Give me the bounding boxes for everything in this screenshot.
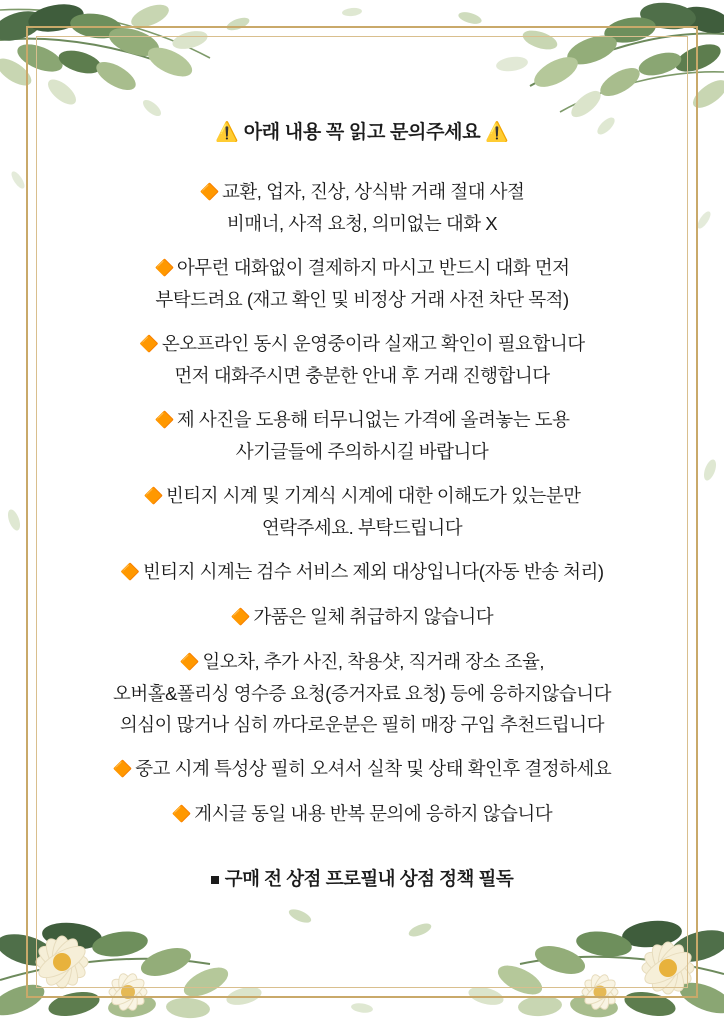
notice-line: [50, 208, 674, 239]
notice-line-text: 게시글 동일 내용 반복 문의에 응하지 않습니다: [194, 803, 553, 824]
notice-line-text: 오버홀&폴리싱 영수증 요청(증거자료 요청) 등에 응하지않습니다: [112, 683, 611, 704]
notice-line: [50, 328, 674, 360]
notice-lines: [50, 176, 674, 830]
diamond-icon: 🔶: [154, 260, 174, 277]
notice-line-text: 빈티지 시계는 검수 서비스 제외 대상입니다(자동 반송 처리): [142, 561, 604, 582]
diamond-icon: 🔶: [179, 654, 200, 671]
flower-bottom-right-2: [581, 973, 618, 1012]
notice-line-text: 연락주세요. 부탁드립니다: [261, 517, 463, 538]
notice-line-text: 먼저 대화주시면 충분한 안내 후 거래 진행합니다: [174, 365, 550, 386]
leaf-cluster-top-left: [0, 0, 210, 109]
notice-headline: ⚠️ 아래 내용 꼭 읽고 문의주세요 ⚠️: [215, 122, 509, 143]
notice-line: [50, 678, 674, 709]
diamond-icon: 🔶: [154, 412, 174, 429]
diamond-icon: 🔶: [230, 609, 251, 626]
notice-line-text: 교환, 업자, 진상, 상식밖 거래 절대 사절: [222, 181, 525, 202]
diamond-icon: 🔶: [199, 184, 220, 201]
notice-line: [50, 176, 674, 208]
diamond-icon: 🔶: [139, 336, 159, 353]
notice-footer: [50, 864, 674, 894]
notice-line-text: 사기글들에 주의하시길 바랍니다: [235, 441, 489, 462]
notice-line-text: 제 사진을 도용해 터무니없는 가격에 올려놓는 도용: [176, 409, 570, 430]
notice-line: [50, 601, 674, 633]
notice-line: [50, 556, 674, 588]
flower-bottom-right: [640, 940, 695, 995]
flower-bottom-left-2: [108, 972, 148, 1013]
notice-line-text: 부탁드려요 (재고 확인 및 비정상 거래 사전 차단 목적): [155, 289, 569, 310]
notice-line: [50, 480, 674, 512]
notice-line: [50, 436, 674, 467]
notice-footer-text: 구매 전 상점 프로필내 상점 정책 필독: [224, 868, 514, 889]
notice-line-text: 아무런 대화없이 결제하지 마시고 반드시 대화 먼저: [176, 257, 570, 278]
notice-line-text: 비매너, 사적 요청, 의미없는 대화 X: [226, 213, 498, 234]
notice-content: [50, 118, 674, 894]
notice-line-text: 일오차, 추가 사진, 착용샷, 직거래 장소 조율,: [202, 651, 545, 672]
diamond-icon: 🔶: [171, 806, 192, 823]
notice-line: [50, 360, 674, 391]
notice-line-text: 가품은 일체 취급하지 않습니다: [253, 606, 494, 627]
notice-line-text: 의심이 많거나 심히 까다로운분은 필히 매장 구입 추천드립니다: [119, 714, 605, 735]
notice-line-text: 빈티지 시계 및 기계식 시계에 대한 이해도가 있는분만: [165, 485, 581, 506]
leaf-cluster-top-right: [495, 0, 724, 122]
diamond-icon: 🔶: [143, 488, 163, 505]
flower-bottom-left: [34, 934, 89, 989]
notice-line: [50, 798, 674, 830]
notice-line: [50, 252, 674, 284]
notice-line: [50, 284, 674, 315]
diamond-icon: 🔶: [120, 564, 140, 581]
notice-line: [50, 512, 674, 543]
bullet-square-icon: [211, 876, 219, 884]
leaf-cluster-bottom-right: [467, 918, 724, 1020]
notice-line: [50, 709, 674, 740]
leaf-cluster-bottom-left: [0, 920, 263, 1022]
notice-line: [50, 646, 674, 678]
diamond-icon: 🔶: [112, 761, 133, 778]
notice-line-text: 온오프라인 동시 운영중이라 실재고 확인이 필요합니다: [161, 333, 585, 354]
notice-line: [50, 404, 674, 436]
notice-line: [50, 753, 674, 785]
notice-line-text: 중고 시계 특성상 필히 오셔서 실착 및 상태 확인후 결정하세요: [135, 758, 612, 779]
